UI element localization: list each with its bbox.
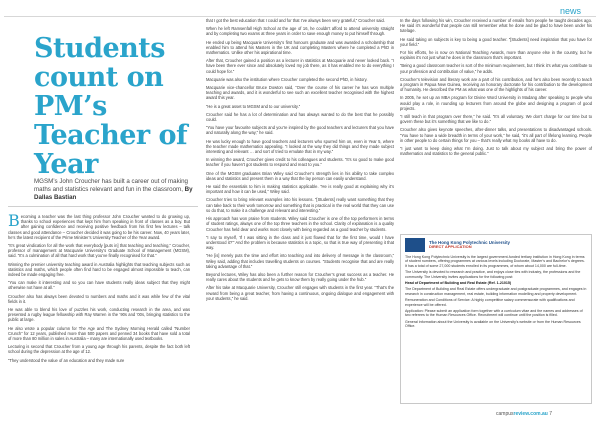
article-paragraph: Lecturing is second that Croucher from a young age through his parents, despite the fact both left school during the depression at the age of 12. xyxy=(8,344,190,355)
article-paragraph: After that, Croucher gained a position as a lecturer in statistics at Macquarie and never looked back. “I have been there ever since and absolutely loved my job there, as it has enabled me to do everything I could hope for.” xyxy=(206,58,394,74)
article-paragraph: Croucher also gives keynote speeches, after-dinner talks, and presentations to disadvantaged schools. “You have to have a wide breadth in terms of your work,” he said, “it’s all part of lifelong learning. People in other people to do certain things for you – that’s really what my books all have to do. xyxy=(400,127,592,143)
drop-cap: B xyxy=(8,211,20,230)
standfirst xyxy=(34,178,199,202)
advert-paragraph: The Hong Kong Polytechnic University is the largest government-funded tertiary institution in Hong Kong in terms of student numbers, offering programmes at various levels including Doctorate, Master’s and Bachelor’s degrees. It has a total of some 27,000 students enrolled in its programmes, of whom about 14,000 are full-time. xyxy=(405,255,585,268)
job-advertisement xyxy=(400,234,592,404)
headline: Students count on PM’s Teacher of Year xyxy=(34,33,188,180)
article-paragraph: “They understood the value of an education and they made sure xyxy=(8,357,125,363)
advert-paragraph: Application: Please submit an application form together with a curriculum vitae and the names and addresses of two referees to the Human Resources Office. Recruitment will continue until the position is filled. xyxy=(405,309,583,318)
advert-paragraph: The University is devoted to research and practice, and enjoys close ties with industry, the professions and the community. The University invites applications for the following post: xyxy=(405,270,581,279)
footer-site[interactable]: review.com.au xyxy=(513,411,548,417)
footer-prefix: campus xyxy=(496,411,514,417)
advert-title: The Hong Kong Polytechnic University xyxy=(429,240,510,246)
article-paragraph: Croucher said he has a lot of determination and has always wanted to do the best that he possibly could. xyxy=(206,111,394,123)
article-paragraph: Macquarie was also the institution where Croucher completed the second PhD, in history. xyxy=(206,76,368,82)
advert-header xyxy=(405,238,587,252)
article-paragraph: He ended up being Macquarie University’s first honours graduate and was awarded a scholarship that enabled him to attend his Masters in the UK and completing Masters where he completed a PhD in mathematics. Unlike other his aspirational time. xyxy=(206,39,394,56)
section-tab[interactable]: news xyxy=(560,6,582,16)
article-paragraph: “You can make it interesting and so you can have students really ideas subject that they might otherwise not have at all.” xyxy=(8,280,190,291)
advert-paragraph: The Department of Building and Real Estate offers undergraduate and postgraduate programmes, and engages in research in construction management, real estate, building information modelling and property development. xyxy=(405,287,587,296)
article-paragraph: In the days following his win, Croucher received a number of emails from people he taught decades ago. He said it’s wonderful that people can still remember what he done and be glad to have been under his tutelage. xyxy=(400,18,592,34)
article-paragraph: In 2005, he set up an MBA program for Divine Word University in Madang after speaking to people who would play a role, in rounding up lecturers from around the globe and designing a program of good projects. xyxy=(400,95,592,111)
article-paragraph: His approach has won praise from students. Wiley said Croucher is one of the top performers in terms of student ratings, always one of the top three teachers in the school. Clarity of explanation is a quality Croucher has held dear and works most closely with being regarded as a good teacher by students. xyxy=(206,216,394,232)
article-paragraph: In winning the award, Croucher gives credit to his colleagues and students. “It’s so good to make good teacher if you haven’t got students to respond and react to you.” xyxy=(206,157,394,168)
article-paragraph: “He is a great asset to MGSM and to our university.” xyxy=(206,103,301,109)
article-paragraph: “He [is] merely puts the time and effort into teaching and into delivery of message in the classroom,” Wiley said, adding that includes travelling students on courses. “Students recognise that and are really taking advantage of that.” xyxy=(206,253,394,269)
article-paragraph: He said the essentials to him is making statistics applicable. “He is really good at explaining why it’s important and how it can be used,” Wiley said. xyxy=(206,184,394,195)
advert-paragraph: Remuneration and Conditions of Service: A highly competitive salary commensurate with qualifications and experience will be offered. xyxy=(405,298,575,307)
header-rule xyxy=(4,16,596,17)
article-paragraph: He was lucky enough to have good teachers and lecturers who spurred him on, even in Year 5, where the teacher made mathematics appealing. “I looked at the way they did things and they made subject interesting and relevant … and sort of tried to emulate that in my way.” xyxy=(206,138,394,155)
article-paragraph: Becoming a teacher was the last thing professor John Croucher wanted to do growing up, thanks to school experiences that kept him from speaking in front of classes as a boy. But after gaining confidence and receiving positive feedback from his first few lectures – talk classes and good attendance – Croucher decided it was going to be his career. Now, 40 years later, he’s the latest recipient of the Prime Minister’s University Teacher of the Year award. xyxy=(8,211,190,240)
article-column-1 xyxy=(8,211,190,366)
article-paragraph: After his take at Macquarie University, Croucher still engages with students in the first year. “That’s the reward from being a great teacher, from having a continuous, ongoing dialogue and engagement with your students,” he said. xyxy=(206,285,394,301)
standfirst-rule xyxy=(8,206,198,207)
footer xyxy=(496,411,552,417)
university-logo xyxy=(405,238,425,252)
article-paragraph: Croucher’s television and literary work are a part of his contribution, and he’s also been recently to teach a program in Papua New Guinea, receiving an honorary doctorate for his contribution to the development of humanity. He described the PM as what was one of the highlights of his career. xyxy=(400,76,592,93)
standfirst-text: MGSM’s John Croucher has built a career out of making maths and statistics relevant and fun in the classroom, xyxy=(34,178,188,193)
article-paragraph: “You have your favourite subjects and you’re inspired by the good teachers and lecturers that you have and naturally along the way,” he said. xyxy=(206,125,394,136)
advert-position: Head of Department of Building and Real Estate (Ref. 1-21015) xyxy=(405,281,512,286)
byline: By Dallas Bastian xyxy=(34,186,193,201)
article-paragraph: “It’s great vindication for all the work that everybody [puts in] that teaching and teaching,” Croucher, professor of management at Macquarie University’s Graduate School of Management (MGSM), said. “It’s a culmination of all that hard work that you’ve finally recognised for that.” xyxy=(8,243,190,259)
article-paragraph: He also wrote a popular column for The Age and The Sydney Morning Herald called “Number Crunch” for 12 years, published more than 500 papers and penned 34 books that have sold a total of more than 80 million in sales in Australia – many are internationally used textbooks. xyxy=(8,325,190,342)
advert-body xyxy=(405,255,587,329)
article-paragraph: Winning the premier university teaching award in Australia highlights that teaching subjects such as statistics and maths, which people often find hard to be engaged almost impossible to teach, can indeed be made engaging free. xyxy=(8,261,190,278)
advert-paragraph: General information about the University is available on the University’s website or from the Human Resources Office. xyxy=(405,319,581,329)
article-paragraph: He said taking on subjects is key to being a good teacher. “[Students] need inspiration that you have for your field.” xyxy=(400,36,592,47)
article-column-2 xyxy=(206,18,394,304)
page-number: 7 xyxy=(549,411,552,417)
article-paragraph: “I say to myself, ‘If I was sitting in the class and it just flowed that for the first time, would I have understood it?’” And the problem is because statistics is a topic, so that is true way of presenting it that way. xyxy=(206,234,394,251)
article-paragraph: “I still teach in that program over there,” he said. “It’s all voluntary. We don’t charge for our time but to govern these but it’s something that we like to do.” xyxy=(400,114,592,125)
article-paragraph: Croucher also has always been devoted to numbers and maths and it was while few of the vital fields in it. xyxy=(8,293,190,304)
article-paragraph: Macquarie vice-chancellor Bruce Dowton said, “Over the course of his career he has won multiple teaching and awards, and it is wonderful to see such an excellent teacher recognised with the highest award this year. xyxy=(206,85,394,101)
article-paragraph: “Being a good classroom teacher is sort of the minimum requirement, but I think it’s what you contribute to your profession and contribution of value,” he adds. xyxy=(400,63,592,74)
advert-subtitle: DIRECT APPLICATION xyxy=(429,244,472,250)
article-column-3 xyxy=(400,18,592,159)
article-paragraph: that I got the best education that I could and for that I’ve always been very grateful,” Croucher said. xyxy=(206,18,385,23)
article-paragraph: Beyond lectures, Wiley has also been a further reason for Croucher’s great success as a teacher. He really cares about the students and he gets to know them by really going under the hub.” xyxy=(206,271,394,283)
article-paragraph: He was able to blend his love of puzzles his work, conducting research in the area, and was presented a rugby league fellowship with Ray Warren in the ’90s and ’00s, bringing statistics to the public at large. xyxy=(8,307,190,323)
article-paragraph: “I just want to keep doing what I’m doing. Just to talk about my subject and bring the power of mathematics and statistics to the general public.” xyxy=(400,146,592,157)
article-paragraph: Croucher tries to bring relevant examples into his lessons. “[Students] really want something that they can take back to their work tomorrow and something that is practical in the real world that they can use so do that, to make it a challenge and relevant and interesting.” xyxy=(206,197,394,213)
advert-title-block xyxy=(429,240,510,249)
article-paragraph: One of the MGSM graduates Brian Wiley said Croucher’s strength lies in his ability to take complex ideas and statistics and present them in a way that the lay person can easily understand. xyxy=(206,170,394,181)
article-paragraph: When he left Ramsenfall High School at the age of 16, he couldn’t afford to attend university straight and by completing two exams at three years in order to save enough money to put himself through. xyxy=(206,26,394,37)
article-paragraph: For his efforts, he is now on National Teaching Awards, more than anyone else in the country, but he explains it’s not just what he does in the classroom that’s important. xyxy=(400,50,592,61)
